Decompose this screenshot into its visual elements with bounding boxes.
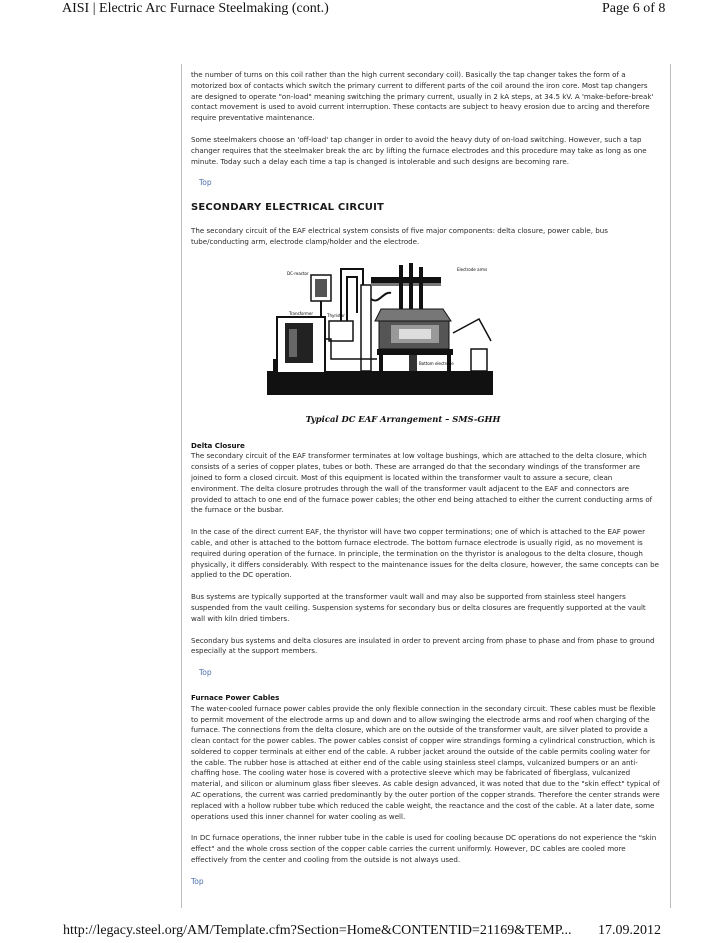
paragraph: The secondary circuit of the EAF transformer terminates at low voltage bushings, which are attached to the delta closure, which consists of a series of copper plates, tubes or both. These are arranged do that the secondary windings of the transformer are joined to form a closed circuit. Most of this equipment is located within the transformer vault to assure a secure, clean environment. The delta closure protrudes through the wall of the transformer vault adjacent to the EAF and connectors are provided to attach to one end of the furnace power cables; the other end being attached to either the current conducting arms of the furnace or the busbar. [191, 451, 653, 515]
paragraph: Secondary bus systems and delta closures are insulated in order to prevent arcing from phase to phase and from phase to ground especially at the support members. [191, 635, 655, 656]
print-title: AISI | Electric Arc Furnace Steelmaking (cont.) [62, 1, 329, 16]
figure-caption: Typical DC EAF Arrangement – SMS-GHH [305, 413, 501, 424]
page-url: http://legacy.steel.org/AM/Template.cfm?Section=Home&CONTENTID=21169&TEMP... [63, 923, 572, 938]
label-thyristor: Thyristor [327, 312, 345, 318]
paragraph: Bus systems are typically supported at the transformer vault wall and may also be supported from stainless steel hangers suspended from the vault ceiling. Suspension systems for secondary bus or delta closures are frequently supported at the vault wall with kiln dried timbers. [191, 592, 646, 623]
subsection-heading: Delta Closure [191, 440, 245, 450]
page-number: Page 6 of 8 [602, 1, 666, 16]
eaf-diagram [267, 259, 537, 409]
paragraph: the number of turns on this coil rather than the high current secondary coil). Basically the tap changer takes the form of a motorized box of contacts which switch the primary current to different parts of the coil around the iron core. Most tap changers are designed to operate "on-load" meaning switching the primary current, usually in 2 kA steps, at 34.5 kV. A 'make-before-break' contact movement is used to avoid current interruption. These contacts are subject to heavy erosion due to arcing and therefore require preventative maintenance. [191, 70, 654, 123]
print-date: 17.09.2012 [598, 923, 661, 938]
paragraph: The water-cooled furnace power cables provide the only flexible connection in the secondary circuit. These cables must be flexible to permit movement of the electrode arms up and down and to allow swinging the electrode arms and roof when charging of the furnace. The connections from the delta closure, which are on the outside of the transformer vault, are silver plated to provide a clean contact for the power cables. The power cables consist of copper wire strandings forming a cylindrical construction, which is soldered to copper terminals at either end of the cable. A rubber jacket around the outside of the cable permits cooling water for the cable. The rubber hose is attached at either end of the cable using stainless steel clamps, vulcanized bumpers or an anti-chaffing hose. The cooling water hose is covered with a protective sleeve which may be fabricated of fiberglass, vulcanized material, and silicon or aluminum glass fiber sleeves. As cable design advanced, it was noted that due to the "skin effect" typical of AC operations, the current was carried predominantly by the outer portion of the copper strands. Therefore the center strands were replaced with a hollow rubber tube which reduced the cable weight, the reactance and the cost of the cable. At a later date, some operations used this inner channel for water cooling as well. [191, 703, 660, 821]
print-footer [0, 921, 728, 941]
print-header [0, 0, 728, 22]
top-link[interactable]: Top [199, 178, 212, 188]
article-content [191, 70, 661, 902]
label-dc-reactor: DC-reactor [287, 270, 309, 276]
top-link[interactable]: Top [199, 668, 212, 678]
eaf-arrangement-figure [267, 259, 537, 429]
paragraph: The secondary circuit of the EAF electrical system consists of five major components: delta closure, power cable, bus tube/conducting arm, electrode clamp/holder and the electrode. [191, 225, 608, 246]
label-electrode-arms: Electrode arms [457, 266, 488, 272]
paragraph: In the case of the direct current EAF, the thyristor will have two copper terminations; one of which is attached to the EAF power cable, and other is attached to the bottom furnace electrode. The bottom furnace electrode is usually rigid, as no movement is required during operation of the furnace. In principle, the termination on the thyristor is analogous to the delta closure, though physically, it differs considerably. With respect to the maintenance issues for the delta closure, however, the same concepts can be applied to the DC operation. [191, 527, 659, 580]
paragraph: In DC furnace operations, the inner rubber tube in the cable is used for cooling because DC operations do not experience the "skin effect" and the whole cross section of the copper cable carries the current uniformly. However, DC cables are cooled more effectively from the center and cooling from the outside is not always used. [191, 833, 657, 865]
label-bottom-electrode: Bottom electrode [419, 360, 454, 366]
subsection-heading: Furnace Power Cables [191, 692, 280, 702]
paragraph: Some steelmakers choose an 'off-load' tap changer in order to avoid the heavy duty of on-load switching. However, such a tap changer requires that the steelmaker break the arc by lifting the furnace electrodes and this procedure may take as long as one minute. Today such a delay each time a tap is changed is intolerable and such designs are becoming rare. [191, 134, 647, 166]
top-link[interactable]: Top [191, 876, 204, 886]
label-transformer: Transformer [289, 310, 314, 316]
section-heading: SECONDARY ELECTRICAL CIRCUIT [191, 202, 385, 214]
